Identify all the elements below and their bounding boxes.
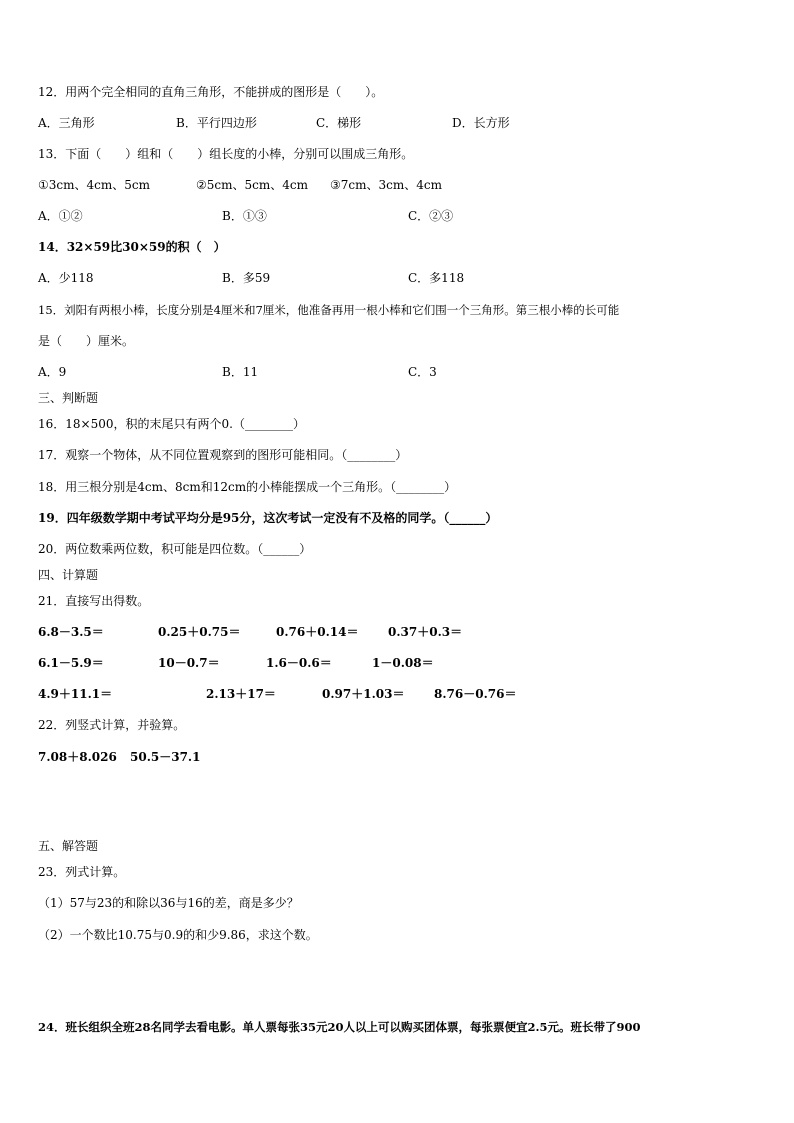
q21-stem: 21．直接写出得数。	[38, 594, 150, 608]
q15-stem-line1: 15．刘阳有两根小棒，长度分别是4厘米和7厘米，他准备再用一根小棒和它们围一个三角形。第三根小棒的长可能	[38, 303, 620, 317]
q23-sub-2: （2）一个数比10.75与0.9的和少9.86，求这个数。	[38, 928, 318, 942]
q15-option-a: A．9	[38, 365, 67, 379]
q21-expression: 2.13＋17＝	[206, 687, 276, 701]
q13-option-a: A．①②	[38, 209, 83, 223]
q21-expression: 0.37＋0.3＝	[388, 625, 463, 639]
q12-option-d: D．长方形	[452, 116, 510, 130]
q23-sub-1: （1）57与23的和除以36与16的差，商是多少？	[38, 896, 299, 910]
q21-expression: 0.25＋0.75＝	[158, 625, 241, 639]
q23-stem: 23．列式计算。	[38, 865, 126, 879]
q22-item-1: 7.08＋8.026	[38, 750, 117, 764]
q13-group-2: ②5cm、5cm、4cm	[196, 178, 308, 192]
q15-options	[38, 364, 598, 380]
q12-options	[38, 115, 598, 131]
q14-options	[38, 270, 598, 286]
q21-expression: 4.9＋11.1＝	[38, 687, 113, 701]
q18: 18．用三根分别是4cm、8cm和12cm的小棒能摆成一个三角形。（________）	[38, 480, 457, 494]
q22-items	[38, 749, 238, 765]
q21-expression: 6.1－5.9＝	[38, 656, 104, 670]
q15-option-c: C．3	[408, 365, 437, 379]
q14-stem: 14．32×59比30×59的积（ ）	[38, 240, 226, 254]
q21-row-1	[38, 624, 518, 640]
q15-option-b: B．11	[222, 365, 259, 379]
q21-expression: 1－0.08＝	[372, 656, 434, 670]
q12-option-c: C．梯形	[316, 116, 362, 130]
q14-option-c: C．多118	[408, 271, 465, 285]
q13-options	[38, 208, 598, 224]
q12-option-a: A．三角形	[38, 116, 95, 130]
q13-stem: 13．下面（ ）组和（ ）组长度的小棒，分别可以围成三角形。	[38, 147, 414, 161]
section-title-judgement: 三、判断题	[38, 391, 99, 405]
q22-item-2: 50.5－37.1	[130, 750, 201, 764]
q16: 16．18×500，积的末尾只有两个0.（________）	[38, 417, 305, 431]
q21-expression: 8.76－0.76＝	[434, 687, 517, 701]
q24-stem: 24．班长组织全班28名同学去看电影。单人票每张35元20人以上可以购买团体票，每张票便宜2.5元。班长带了900	[38, 1020, 641, 1034]
q21-expression: 6.8－3.5＝	[38, 625, 104, 639]
q17: 17．观察一个物体，从不同位置观察到的图形可能相同。（________）	[38, 448, 408, 462]
q13-option-b: B．①③	[222, 209, 267, 223]
q22-stem: 22．列竖式计算，并验算。	[38, 718, 186, 732]
q21-expression: 10－0.7＝	[158, 656, 220, 670]
q14-option-a: A．少118	[38, 271, 94, 285]
q12-stem: 12．用两个完全相同的直角三角形，不能拼成的图形是（ ）。	[38, 85, 384, 99]
q15-stem-line2: 是（ ）厘米。	[38, 334, 135, 348]
section-title-calculation: 四、计算题	[38, 568, 99, 582]
q21-row-3	[38, 686, 528, 702]
q14-option-b: B．多59	[222, 271, 271, 285]
q12-option-b: B．平行四边形	[176, 116, 257, 130]
q13-groups	[38, 177, 598, 193]
q13-group-1: ①3cm、4cm、5cm	[38, 178, 150, 192]
q19: 19．四年级数学期中考试平均分是95分，这次考试一定没有不及格的同学。（______）	[38, 511, 498, 525]
q13-group-3: ③7cm、3cm、4cm	[330, 178, 442, 192]
q13-option-c: C．②③	[408, 209, 454, 223]
q21-expression: 1.6－0.6＝	[266, 656, 332, 670]
section-title-answers: 五、解答题	[38, 839, 99, 853]
q21-row-2	[38, 655, 518, 671]
q20: 20．两位数乘两位数，积可能是四位数。（______）	[38, 542, 312, 556]
q21-expression: 0.97＋1.03＝	[322, 687, 405, 701]
q21-expression: 0.76＋0.14＝	[276, 625, 359, 639]
